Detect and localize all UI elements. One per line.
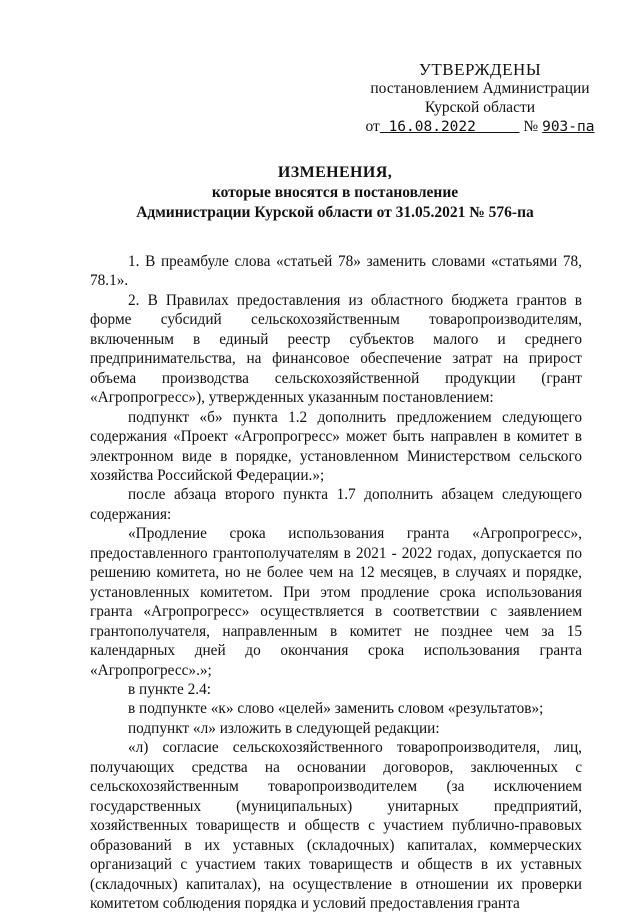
paragraph-1: 1. В преамбуле слова «статьей 78» заменить словами «статьями 78, 78.1». (90, 253, 582, 290)
paragraph-5: «Продление срока использования гранта «Агропрогресс», предоставленного грантополучателям в 2021 - 2022 годах, допускается по решению комитета, но не более чем на 12 месяцев, в случаях и порядке, установленных комитетом. При этом продление срока использования гранта «Агропрогресс» осуществляется в соответствии с заявлением грантополучателя, направленным в комитет не позднее чем за 15 календарных дней до окончания срока использования гранта «Агропрогресс».»; (90, 525, 582, 679)
paragraph-4: после абзаца второго пункта 1.7 дополнить абзацем следующего содержания: (90, 486, 582, 523)
number-prefix: № (523, 118, 539, 135)
paragraph-3: подпункт «б» пункта 1.2 дополнить предложением следующего содержания «Проект «Агропрогресс» может быть направлен в комитет в электронном виде в порядке, установленном Министерством сельского хозяйства Российской Федерации.»; (90, 408, 582, 484)
approval-number: 903-па (542, 119, 595, 135)
document-title (90, 163, 580, 223)
paragraph-2: 2. В Правилах предоставления из областного бюджета грантов в форме субсидий сельскохозяйственным товаропроизводителям, включенным в единый реестр субъектов малого и среднего предпринимательства, на финансовое обеспечение затрат на прирост объема производства сельскохозяйственной продукции (грант «Агропрогресс»), утвержденных указанным постановлением: (90, 291, 582, 407)
approval-line-1: постановлением Администрации (370, 80, 590, 97)
approval-date-row (360, 117, 600, 137)
paragraph-6: в пункте 2.4: (128, 680, 211, 698)
approval-heading: УТВЕРЖДЕНЫ (418, 60, 542, 79)
date-prefix: от (365, 118, 380, 135)
approval-line-2: Курской области (424, 99, 536, 116)
title-line-2: которые вносятся в постановление (211, 184, 459, 201)
paragraph-7: в подпункте «к» слово «целей» заменить словом «результатов»; (128, 700, 544, 718)
paragraph-8: подпункт «л» изложить в следующей редакции: (128, 719, 440, 737)
document-body (90, 252, 582, 913)
approval-stamp (360, 60, 600, 137)
title-line-1: ИЗМЕНЕНИЯ, (277, 164, 393, 181)
approval-date: 16.08.2022 (388, 119, 476, 135)
title-line-3: Администрации Курской области от 31.05.2021 № 576-па (136, 204, 534, 221)
paragraph-9: «л) согласие сельскохозяйственного товаропроизводителя, лиц, получающих средства на основании договоров, заключенных с сельскохозяйственным товаропроизводителем (за исключением государственных (муниципальных) унитарных предприятий, хозяйственных товариществ и обществ с участием публично-правовых образований в их уставных (складочных) капиталах, коммерческих организаций с участием таких товариществ и обществ в их уставных (складочных) капиталах), на осуществление в отношении их проверки комитетом соблюдения порядка и условий предоставления гранта (90, 739, 582, 912)
